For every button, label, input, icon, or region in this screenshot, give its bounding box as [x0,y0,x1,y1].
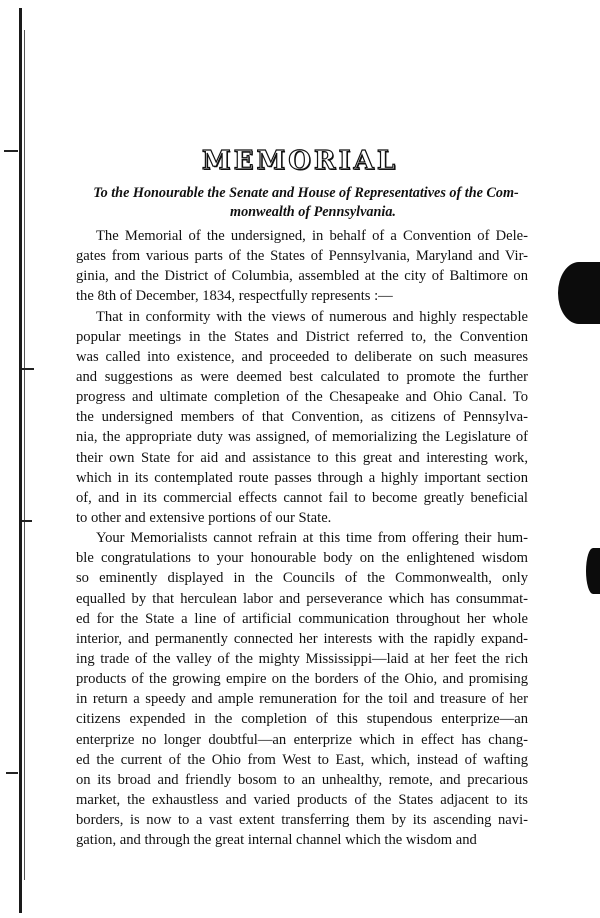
subtitle-line: monwealth of Pennsylvania. [230,204,396,220]
text-line: so eminently displayed in the Councils of the Commonwealth, only [76,570,528,587]
text-line: which in its contemplated route passes through a highly important section [76,469,528,486]
text-line: the undersigned members of that Convention, as citizens of Pennsylva- [76,409,528,426]
page-subtitle [82,184,530,222]
text-line: enterprize no longer doubtful—an enterprize which in effect has chang- [76,731,528,748]
text-line: and suggestions as were deemed best calculated to promote the further [76,368,528,385]
text-line: products of the growing empire on the borders of the Ohio, and promising [76,671,528,688]
text-line: ed for the State a line of artificial communication throughout her whole [76,610,528,627]
text-line: in return a speedy and ample remuneration for the toil and treasure of her [76,691,528,708]
text-line: progress and ultimate completion of the Chesapeake and Ohio Canal. To [76,389,528,406]
text-line: on its broad and friendly bosom to an unhealthy, remote, and precarious [76,771,528,788]
paragraph [76,226,528,307]
text-line: equalled by that herculean labor and perseverance which has consummat- [76,590,528,607]
text-line: of, and in its commercial effects cannot fail to become greatly beneficial [76,489,528,506]
text-line: ed the current of the Ohio from West to East, which, instead of wafting [76,751,528,768]
text-line: ginia, and the District of Columbia, assembled at the city of Baltimore on [76,268,528,285]
text-line: gates from various parts of the States of Pennsylvania, Maryland and Vir- [76,248,528,265]
text-line: gation, and through the great internal channel which the wisdom and [76,832,477,849]
text-line: popular meetings in the States and District referred to, the Convention [76,328,528,345]
text-line: borders, is now to a vast extent transferring them by its ascending navi- [76,812,528,829]
paragraph [76,307,528,529]
text-line: was called into existence, and proceeded to deliberate on such measures [76,348,528,365]
text-line: Your Memorialists cannot refrain at this time from offering their hum- [96,530,528,547]
text-line: interior, and permanently connected her interests with the rapidly expand- [76,630,528,647]
text-line: The Memorial of the undersigned, in behalf of a Convention of Dele- [96,228,528,244]
text-line: the 8th of December, 1834, respectfully represents :— [76,288,393,305]
text-line: to other and extensive portions of our State. [76,509,332,526]
text-line: nia, the appropriate duty was assigned, of memorializing the Legislature of [76,429,528,446]
subtitle-line: To the Honourable the Senate and House of Representatives of the Com- [93,185,519,201]
memorial-body [76,226,528,850]
text-line: citizens expended in the completion of this stupendous enterprize—an [76,711,528,728]
text-line: market, the exhaustless and varied products of the States adjacent to its [76,791,528,808]
text-line: That in conformity with the views of numerous and highly respectable [96,308,528,325]
text-line: ble congratulations to your honourable body on the enlightened wisdom [76,550,528,567]
text-line: their own State for aid and assistance to this great and interesting work, [76,449,528,466]
page-title: MEMORIAL [201,146,399,176]
paragraph [76,528,528,850]
text-line: ing trade of the valley of the mighty Mississippi—laid at her feet the rich [76,650,528,667]
